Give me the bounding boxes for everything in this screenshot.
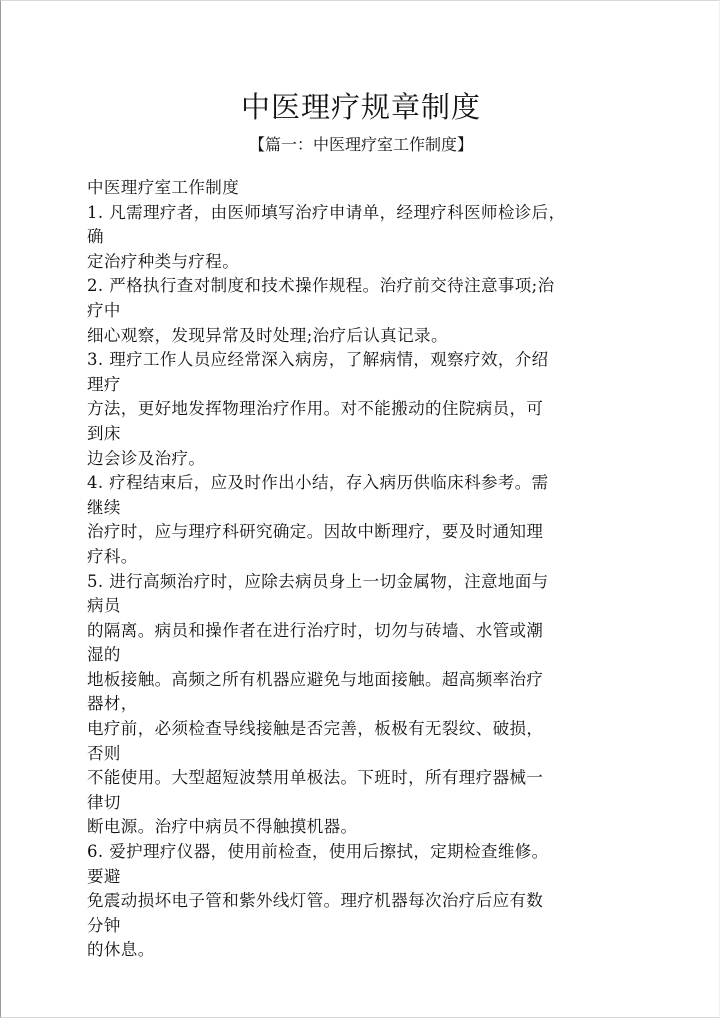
text-line: 定治疗种类与疗程。 xyxy=(87,251,240,271)
text-line: 2. 严格执行查对制度和技术操作规程。治疗前交待注意事项;治 xyxy=(87,276,555,296)
text-line: 要避 xyxy=(87,866,121,886)
text-line: 免震动损坏电子管和紫外线灯管。理疗机器每次治疗后应有数 xyxy=(87,891,544,911)
text-line: 断电源。治疗中病员不得触摸机器。 xyxy=(87,817,358,837)
text-line: 分钟 xyxy=(87,915,121,935)
text-line: 疗中 xyxy=(87,300,121,320)
text-line: 4. 疗程结束后，应及时作出小结，存入病历供临床科参考。需 xyxy=(87,473,549,493)
text-line: 的休息。 xyxy=(87,940,155,960)
text-line: 到床 xyxy=(87,423,121,443)
text-line: 3. 理疗工作人员应经常深入病房，了解病情，观察疗效，介绍 xyxy=(87,350,549,370)
text-line: 器材， xyxy=(87,694,138,714)
text-line: 理疗 xyxy=(87,374,121,394)
text-line: 6. 爱护理疗仪器，使用前检查，使用后擦拭，定期检查维修。 xyxy=(87,842,549,862)
text-line: 边会诊及治疗。 xyxy=(87,448,206,468)
text-line: 确 xyxy=(87,227,104,247)
text-line: 5. 进行高频治疗时，应除去病员身上一切金属物，注意地面与 xyxy=(87,571,549,591)
text-line: 电疗前，必须检查导线接触是否完善，板极有无裂纹、破损， xyxy=(87,719,544,739)
document-title: 中医理疗规章制度 xyxy=(240,90,481,124)
text-line: 中医理疗室工作制度 xyxy=(87,178,240,197)
document-subtitle: 【篇一：中医理疗室工作制度】 xyxy=(248,135,473,154)
text-line: 疗科。 xyxy=(87,546,138,566)
text-line: 不能使用。大型超短波禁用单极法。下班时，所有理疗器械一 xyxy=(87,768,544,788)
text-line: 治疗时，应与理疗科研究确定。因故中断理疗，要及时通知理 xyxy=(87,522,544,542)
document-body xyxy=(87,176,587,963)
text-line: 细心观察，发现异常及时处理;治疗后认真记录。 xyxy=(87,325,448,345)
text-line: 否则 xyxy=(87,743,121,763)
text-line: 病员 xyxy=(87,596,121,616)
text-line: 律切 xyxy=(87,792,121,812)
text-line: 方法，更好地发挥物理治疗作用。对不能搬动的住院病员，可 xyxy=(87,399,544,419)
text-line: 湿的 xyxy=(87,645,121,665)
text-line: 地板接触。高频之所有机器应避免与地面接触。超高频率治疗 xyxy=(87,669,544,689)
text-line: 继续 xyxy=(87,497,121,517)
text-line: 的隔离。病员和操作者在进行治疗时，切勿与砖墙、水管或潮 xyxy=(87,620,544,640)
text-line: 1. 凡需理疗者，由医师填写治疗申请单，经理疗科医师检诊后， xyxy=(87,202,566,222)
